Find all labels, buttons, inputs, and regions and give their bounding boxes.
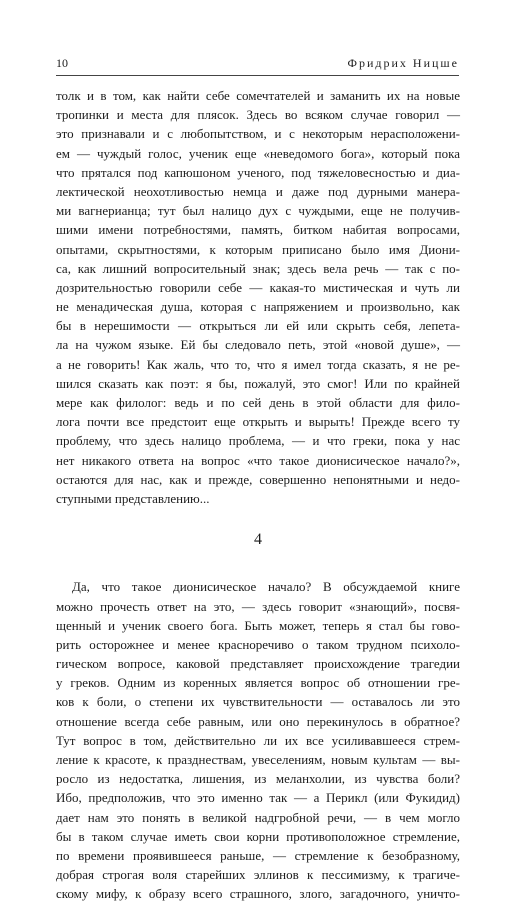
text-line: шими имени потребностями, память, битком набитая вопросами,	[56, 222, 460, 238]
text-line: бы в таком случае иметь свои корни противоположное стремление,	[56, 828, 460, 844]
text-line: шился сказать как поэт: я бы, пожалуй, это смог! Или по крайней	[56, 375, 460, 391]
paragraph-1	[56, 86, 460, 508]
text-line: мере как филолог: ведь и по сей день в этой области для фило-	[56, 395, 460, 410]
text-line: добрая строгая воля старейших эллинов к пессимизму, к трагиче-	[56, 867, 460, 883]
running-title: Фридрих Ницше	[347, 56, 459, 70]
text-line: скому мифу, к образу всего страшного, злого, загадочного, уничто-	[56, 886, 460, 902]
text-line: ми вагнерианца; тут был налицо дух с чуждыми, еще не получив-	[56, 203, 460, 219]
text-line: это признавали и с любопытством, и с некоторым нерасположени-	[56, 126, 460, 142]
text-line: дает нам это понять в великой надгробной речи, — в чем могло	[56, 809, 460, 825]
text-line: Ибо, предположив, что это именно так — а Перикл (или Фукидид)	[56, 790, 460, 806]
running-header	[56, 56, 459, 74]
text-line: ем — чуждый голос, ученик еще «неведомого бога», который пока	[56, 145, 460, 161]
section-number: 4	[254, 531, 262, 549]
text-line: у греков. Одним из коренных является вопрос об отношении гре-	[56, 675, 460, 691]
text-line: ла на чужом языке. Ей бы следовало петь, этой «новой душе», —	[56, 337, 460, 353]
text-line: щенный и ученик своего бога. Быть может, теперь я стал бы гово-	[56, 617, 460, 633]
text-line: са, как лишний вопросительный знак; здесь вела речь — так с по-	[56, 260, 460, 276]
text-line: тропинки и места для плясок. Здесь во всяком случае говорил —	[56, 107, 460, 123]
header-rule	[56, 75, 459, 76]
text-line: можно прочесть ответ на это, — здесь говорит «знающий», посвя-	[56, 598, 460, 614]
text-line: ление к красоте, к празднествам, увеселениям, новым культам — вы-	[56, 752, 460, 767]
text-line: ков к боли, о степени их чувствительности — оставалось ли это	[56, 694, 460, 710]
text-line: лектической неохотливостью немца и даже под дурными манера-	[56, 183, 460, 199]
text-line: не менадическая душа, которая с напряжением и произвольно, как	[56, 299, 460, 315]
page-number: 10	[56, 56, 68, 70]
text-line: бы в нерешимости — открыться ли ей или скрыть себя, лепета-	[56, 318, 460, 334]
text-line: что прятался под капюшоном ученого, под тяжеловесностью и диа-	[56, 164, 460, 180]
text-line: толк и в том, как найти себе сомечтателей и заманить их на новые	[56, 88, 460, 103]
text-line: Тут вопрос в том, действительно ли их все усиливавшееся стрем-	[56, 732, 460, 748]
text-line: остаются для нас, как и прежде, совершенно непонятными и недо-	[56, 471, 460, 487]
text-line: по времени проявившееся раньше, — стремление к безобразному,	[56, 847, 460, 863]
paragraph-2	[56, 577, 460, 903]
page-body	[56, 86, 460, 904]
text-line: росло из недостатка, лишения, из меланхолии, из чувства боли?	[56, 771, 460, 787]
text-line: ступными представлению...	[56, 490, 210, 506]
text-line: Да, что такое дионисическое начало? В обсуждаемой книге	[72, 579, 460, 595]
text-line: рить осторожнее и менее красноречиво о таком трудном психоло-	[56, 636, 460, 652]
text-line: гическом вопросе, каковой представляет происхождение трагедии	[56, 656, 460, 672]
text-line: а не говорить! Как жаль, что то, что я имел тогда сказать, я не ре-	[56, 356, 460, 372]
text-line: отношение всегда себе равным, или оно перекинулось в обратное?	[56, 713, 460, 729]
text-line: нет никакого ответа на вопрос «что такое дионисическое начало?»,	[56, 452, 460, 468]
text-line: дозрительностью говорили себе — какая-то мистическая и чуть ли	[56, 279, 460, 295]
text-line: лога почти все предстоит еще открыть и вырыть! Прежде всего ту	[56, 414, 460, 430]
text-line: опытами, скрытностями, к которым приписано было имя Диони-	[56, 241, 460, 257]
text-line: проблему, что здесь налицо проблема, — и что греки, пока у нас	[56, 433, 460, 449]
